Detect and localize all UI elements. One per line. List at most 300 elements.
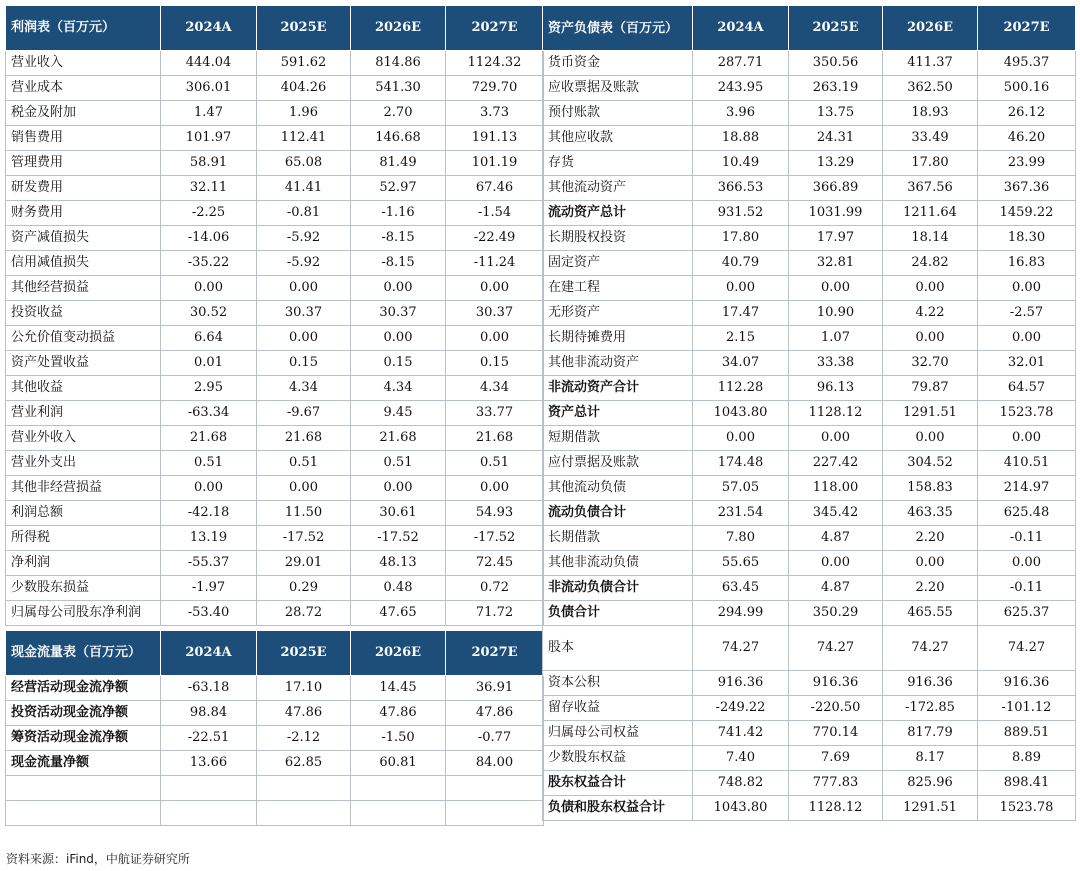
cell-value: 463.35	[883, 501, 978, 526]
cell-value: 495.37	[978, 51, 1076, 76]
cell-value: 214.97	[978, 476, 1076, 501]
cell-value: 1128.12	[789, 401, 883, 426]
table-row	[6, 751, 544, 776]
cell-value: 0.00	[789, 276, 883, 301]
cell-value: 898.41	[978, 771, 1076, 796]
table-row	[6, 126, 544, 151]
row-label: 无形资产	[543, 301, 693, 326]
cell-value: 825.96	[883, 771, 978, 796]
cell-value: 304.52	[883, 451, 978, 476]
row-label: 股本	[543, 626, 693, 671]
cell-value: 0.00	[883, 426, 978, 451]
cell-value: -1.50	[351, 726, 446, 751]
cell-value: -9.67	[257, 401, 351, 426]
row-label: 归属母公司权益	[543, 721, 693, 746]
cell-value: 0.00	[883, 551, 978, 576]
cell-value: -2.25	[161, 201, 257, 226]
cell-value: 231.54	[693, 501, 789, 526]
cell-value: 0.72	[446, 576, 544, 601]
row-label: 长期待摊费用	[543, 326, 693, 351]
table-row	[6, 251, 544, 276]
cell-value: 500.16	[978, 76, 1076, 101]
cell-value: 13.66	[161, 751, 257, 776]
table-row	[6, 726, 544, 751]
cell-value: 2.70	[351, 101, 446, 126]
cell-value: 191.13	[446, 126, 544, 151]
cell-value: 4.34	[257, 376, 351, 401]
cell-value: 0.51	[351, 451, 446, 476]
row-label: 预付账款	[543, 101, 693, 126]
cell-value: 366.53	[693, 176, 789, 201]
cell-value: 6.64	[161, 326, 257, 351]
cell-value: 1031.99	[789, 201, 883, 226]
cell-value: -101.12	[978, 696, 1076, 721]
cell-value: 101.97	[161, 126, 257, 151]
cell-value: 33.49	[883, 126, 978, 151]
table-row	[543, 226, 1076, 251]
table-row	[6, 551, 544, 576]
cell-value: 350.56	[789, 51, 883, 76]
table-row	[6, 101, 544, 126]
cell-value: 1.96	[257, 101, 351, 126]
cell-value: -17.52	[446, 526, 544, 551]
table-title: 现金流量表（百万元）	[6, 631, 161, 676]
table-row	[6, 201, 544, 226]
table-row	[543, 771, 1076, 796]
cell-value: 0.51	[257, 451, 351, 476]
table-row	[6, 151, 544, 176]
cell-value: 13.29	[789, 151, 883, 176]
row-label: 应收票据及账款	[543, 76, 693, 101]
cell-value: 14.45	[351, 676, 446, 701]
table-header-row	[6, 631, 544, 676]
cell-value: -8.15	[351, 226, 446, 251]
table-row	[6, 676, 544, 701]
cell-value: 0.00	[257, 476, 351, 501]
row-label: 营业外支出	[6, 451, 161, 476]
cell-value: 0.00	[446, 476, 544, 501]
cell-value: 0.01	[161, 351, 257, 376]
cell-value: 729.70	[446, 76, 544, 101]
cell-value: 60.81	[351, 751, 446, 776]
cell-value: 18.30	[978, 226, 1076, 251]
cell-value: 1043.80	[693, 796, 789, 821]
table-row	[6, 601, 544, 626]
row-label: 其他流动资产	[543, 176, 693, 201]
row-label: 公允价值变动损益	[6, 326, 161, 351]
table-row	[6, 401, 544, 426]
cell-value: 0.00	[883, 276, 978, 301]
table-row	[543, 276, 1076, 301]
cell-value: 889.51	[978, 721, 1076, 746]
cell-value: 29.01	[257, 551, 351, 576]
cell-value: 47.86	[257, 701, 351, 726]
empty-row	[6, 776, 544, 801]
cell-value: 0.51	[161, 451, 257, 476]
cell-value: 0.48	[351, 576, 446, 601]
cell-value: 2.20	[883, 576, 978, 601]
cell-value: 9.45	[351, 401, 446, 426]
cell-value: -0.77	[446, 726, 544, 751]
column-header: 2024A	[161, 631, 257, 676]
row-label: 资产减值损失	[6, 226, 161, 251]
cell-value: 817.79	[883, 721, 978, 746]
row-label: 少数股东损益	[6, 576, 161, 601]
table-row	[6, 376, 544, 401]
row-label: 研发费用	[6, 176, 161, 201]
table-row	[543, 376, 1076, 401]
cell-value: -11.24	[446, 251, 544, 276]
cell-value: -1.16	[351, 201, 446, 226]
table-row	[543, 351, 1076, 376]
cell-value: 18.14	[883, 226, 978, 251]
cell-value: 0.00	[693, 276, 789, 301]
cell-value: 47.86	[446, 701, 544, 726]
cell-value: 367.56	[883, 176, 978, 201]
table-row	[6, 51, 544, 76]
row-label: 资本公积	[543, 671, 693, 696]
cell-value: 74.27	[693, 626, 789, 671]
cell-value: 350.29	[789, 601, 883, 626]
cell-value: 79.87	[883, 376, 978, 401]
cell-value: -220.50	[789, 696, 883, 721]
row-label: 存货	[543, 151, 693, 176]
cell-value: 1043.80	[693, 401, 789, 426]
cell-value: 146.68	[351, 126, 446, 151]
cell-value: 591.62	[257, 51, 351, 76]
row-label: 其他流动负债	[543, 476, 693, 501]
cell-value: 58.91	[161, 151, 257, 176]
row-label: 营业利润	[6, 401, 161, 426]
cell-value: 1.07	[789, 326, 883, 351]
cell-value: 98.84	[161, 701, 257, 726]
cell-value: 263.19	[789, 76, 883, 101]
cell-value: 24.31	[789, 126, 883, 151]
cell-value: 48.13	[351, 551, 446, 576]
row-label: 管理费用	[6, 151, 161, 176]
column-header: 2027E	[446, 631, 544, 676]
table-row	[543, 501, 1076, 526]
row-label: 净利润	[6, 551, 161, 576]
table-row	[6, 476, 544, 501]
column-header: 2026E	[883, 6, 978, 51]
cell-value: 1128.12	[789, 796, 883, 821]
cell-value: 17.80	[883, 151, 978, 176]
cell-value: 21.68	[446, 426, 544, 451]
cell-value: 32.70	[883, 351, 978, 376]
cell-value: 931.52	[693, 201, 789, 226]
row-label: 少数股东权益	[543, 746, 693, 771]
column-header: 2025E	[789, 6, 883, 51]
cell-value: 74.27	[978, 626, 1076, 671]
cell-value: 362.50	[883, 76, 978, 101]
cell-value: 0.15	[351, 351, 446, 376]
table-row	[543, 251, 1076, 276]
table-row	[543, 601, 1076, 626]
row-label: 营业外收入	[6, 426, 161, 451]
table-row	[6, 326, 544, 351]
table-row	[543, 51, 1076, 76]
cell-value: 32.81	[789, 251, 883, 276]
cell-value: -1.54	[446, 201, 544, 226]
table-row	[543, 301, 1076, 326]
row-label: 其他收益	[6, 376, 161, 401]
cell-value: -17.52	[257, 526, 351, 551]
cell-value: 23.99	[978, 151, 1076, 176]
cell-value: 0.00	[257, 326, 351, 351]
empty-cell	[257, 801, 351, 826]
cell-value: -172.85	[883, 696, 978, 721]
row-label: 营业收入	[6, 51, 161, 76]
table-row	[6, 501, 544, 526]
cell-value: 411.37	[883, 51, 978, 76]
row-label: 流动负债合计	[543, 501, 693, 526]
cell-value: 13.19	[161, 526, 257, 551]
empty-cell	[446, 801, 544, 826]
cell-value: 84.00	[446, 751, 544, 776]
cell-value: 1523.78	[978, 796, 1076, 821]
empty-cell	[257, 776, 351, 801]
cell-value: 366.89	[789, 176, 883, 201]
income-statement-table	[5, 5, 544, 626]
row-label: 资产总计	[543, 401, 693, 426]
table-row	[543, 626, 1076, 671]
cell-value: -5.92	[257, 251, 351, 276]
cell-value: 71.72	[446, 601, 544, 626]
table-title: 利润表（百万元）	[6, 6, 161, 51]
cell-value: 748.82	[693, 771, 789, 796]
empty-cell	[161, 801, 257, 826]
column-header: 2025E	[257, 631, 351, 676]
cell-value: 101.19	[446, 151, 544, 176]
cell-value: -63.18	[161, 676, 257, 701]
cell-value: 33.38	[789, 351, 883, 376]
table-row	[543, 451, 1076, 476]
empty-row	[6, 801, 544, 826]
row-label: 负债和股东权益合计	[543, 796, 693, 821]
row-label: 销售费用	[6, 126, 161, 151]
table-row	[543, 176, 1076, 201]
cell-value: -0.11	[978, 576, 1076, 601]
row-label: 非流动负债合计	[543, 576, 693, 601]
cell-value: 0.00	[883, 326, 978, 351]
cell-value: -0.11	[978, 526, 1076, 551]
cell-value: 30.61	[351, 501, 446, 526]
table-row	[543, 671, 1076, 696]
cell-value: 30.37	[257, 301, 351, 326]
column-header: 2027E	[446, 6, 544, 51]
cell-value: 4.22	[883, 301, 978, 326]
row-label: 其他非流动负债	[543, 551, 693, 576]
cell-value: -53.40	[161, 601, 257, 626]
cell-value: 21.68	[161, 426, 257, 451]
cell-value: 0.00	[351, 276, 446, 301]
row-label: 其他非经营损益	[6, 476, 161, 501]
cell-value: 916.36	[789, 671, 883, 696]
cell-value: 243.95	[693, 76, 789, 101]
cell-value: 410.51	[978, 451, 1076, 476]
cell-value: 34.07	[693, 351, 789, 376]
cell-value: 0.51	[446, 451, 544, 476]
cell-value: 16.83	[978, 251, 1076, 276]
cell-value: 0.00	[257, 276, 351, 301]
cell-value: 41.41	[257, 176, 351, 201]
row-label: 现金流量净额	[6, 751, 161, 776]
table-header-row	[6, 6, 544, 51]
table-row	[6, 226, 544, 251]
cell-value: 40.79	[693, 251, 789, 276]
cell-value: 287.71	[693, 51, 789, 76]
cashflow-statement-table	[5, 630, 544, 826]
cell-value: 28.72	[257, 601, 351, 626]
cell-value: 17.80	[693, 226, 789, 251]
empty-cell	[446, 776, 544, 801]
cell-value: 1523.78	[978, 401, 1076, 426]
table-row	[543, 721, 1076, 746]
empty-cell	[351, 801, 446, 826]
table-row	[543, 201, 1076, 226]
row-label: 筹资活动现金流净额	[6, 726, 161, 751]
cell-value: 64.57	[978, 376, 1076, 401]
cell-value: 24.82	[883, 251, 978, 276]
cell-value: 465.55	[883, 601, 978, 626]
row-label: 股东权益合计	[543, 771, 693, 796]
cell-value: 2.15	[693, 326, 789, 351]
row-label: 流动资产总计	[543, 201, 693, 226]
cell-value: 0.00	[978, 551, 1076, 576]
table-row	[543, 326, 1076, 351]
cell-value: 54.93	[446, 501, 544, 526]
row-label: 利润总额	[6, 501, 161, 526]
cell-value: 0.00	[351, 476, 446, 501]
cell-value: -2.12	[257, 726, 351, 751]
empty-cell	[351, 776, 446, 801]
empty-cell	[6, 776, 161, 801]
cell-value: 0.00	[789, 551, 883, 576]
row-label: 税金及附加	[6, 101, 161, 126]
cell-value: -35.22	[161, 251, 257, 276]
cell-value: -42.18	[161, 501, 257, 526]
cell-value: 1.47	[161, 101, 257, 126]
cell-value: 62.85	[257, 751, 351, 776]
cell-value: 0.00	[978, 326, 1076, 351]
row-label: 长期股权投资	[543, 226, 693, 251]
row-label: 留存收益	[543, 696, 693, 721]
row-label: 所得税	[6, 526, 161, 551]
cell-value: -8.15	[351, 251, 446, 276]
table-row	[6, 576, 544, 601]
cell-value: 17.10	[257, 676, 351, 701]
empty-cell	[6, 801, 161, 826]
cell-value: 72.45	[446, 551, 544, 576]
cell-value: 0.00	[161, 276, 257, 301]
cell-value: 1291.51	[883, 796, 978, 821]
table-row	[6, 451, 544, 476]
cell-value: 112.41	[257, 126, 351, 151]
cell-value: 30.52	[161, 301, 257, 326]
cell-value: -14.06	[161, 226, 257, 251]
cell-value: 18.88	[693, 126, 789, 151]
row-label: 归属母公司股东净利润	[6, 601, 161, 626]
row-label: 信用减值损失	[6, 251, 161, 276]
cell-value: 118.00	[789, 476, 883, 501]
cell-value: 2.20	[883, 526, 978, 551]
cell-value: -2.57	[978, 301, 1076, 326]
cell-value: -1.97	[161, 576, 257, 601]
cell-value: 47.86	[351, 701, 446, 726]
cell-value: 74.27	[789, 626, 883, 671]
cell-value: 4.34	[446, 376, 544, 401]
table-row	[6, 276, 544, 301]
table-row	[543, 746, 1076, 771]
cell-value: 0.00	[978, 276, 1076, 301]
row-label: 应付票据及账款	[543, 451, 693, 476]
cell-value: 7.69	[789, 746, 883, 771]
table-row	[543, 426, 1076, 451]
cell-value: 21.68	[351, 426, 446, 451]
cell-value: 96.13	[789, 376, 883, 401]
cell-value: 26.12	[978, 101, 1076, 126]
cell-value: 1211.64	[883, 201, 978, 226]
cell-value: 1291.51	[883, 401, 978, 426]
cell-value: 916.36	[978, 671, 1076, 696]
cell-value: 55.65	[693, 551, 789, 576]
cell-value: 0.00	[161, 476, 257, 501]
cell-value: 227.42	[789, 451, 883, 476]
cell-value: 741.42	[693, 721, 789, 746]
cell-value: 30.37	[446, 301, 544, 326]
cell-value: 46.20	[978, 126, 1076, 151]
table-row	[6, 701, 544, 726]
row-label: 投资活动现金流净额	[6, 701, 161, 726]
cell-value: 404.26	[257, 76, 351, 101]
cell-value: 32.01	[978, 351, 1076, 376]
cell-value: 3.73	[446, 101, 544, 126]
cell-value: 18.93	[883, 101, 978, 126]
cell-value: 8.89	[978, 746, 1076, 771]
column-header: 2025E	[257, 6, 351, 51]
cell-value: 4.34	[351, 376, 446, 401]
row-label: 非流动资产合计	[543, 376, 693, 401]
cell-value: 112.28	[693, 376, 789, 401]
table-row	[543, 401, 1076, 426]
cell-value: 0.29	[257, 576, 351, 601]
cell-value: 74.27	[883, 626, 978, 671]
cell-value: 47.65	[351, 601, 446, 626]
column-header: 2024A	[693, 6, 789, 51]
row-label: 经营活动现金流净额	[6, 676, 161, 701]
cell-value: -5.92	[257, 226, 351, 251]
row-label: 固定资产	[543, 251, 693, 276]
cell-value: 2.95	[161, 376, 257, 401]
cell-value: 8.17	[883, 746, 978, 771]
cell-value: 0.00	[446, 326, 544, 351]
cell-value: 57.05	[693, 476, 789, 501]
cell-value: 814.86	[351, 51, 446, 76]
cell-value: 17.97	[789, 226, 883, 251]
cell-value: 10.90	[789, 301, 883, 326]
cell-value: 1459.22	[978, 201, 1076, 226]
table-row	[543, 476, 1076, 501]
cell-value: 0.00	[693, 426, 789, 451]
row-label: 长期借款	[543, 526, 693, 551]
table-row	[6, 76, 544, 101]
table-row	[543, 696, 1076, 721]
row-label: 投资收益	[6, 301, 161, 326]
cell-value: 36.91	[446, 676, 544, 701]
cell-value: 306.01	[161, 76, 257, 101]
row-label: 营业成本	[6, 76, 161, 101]
